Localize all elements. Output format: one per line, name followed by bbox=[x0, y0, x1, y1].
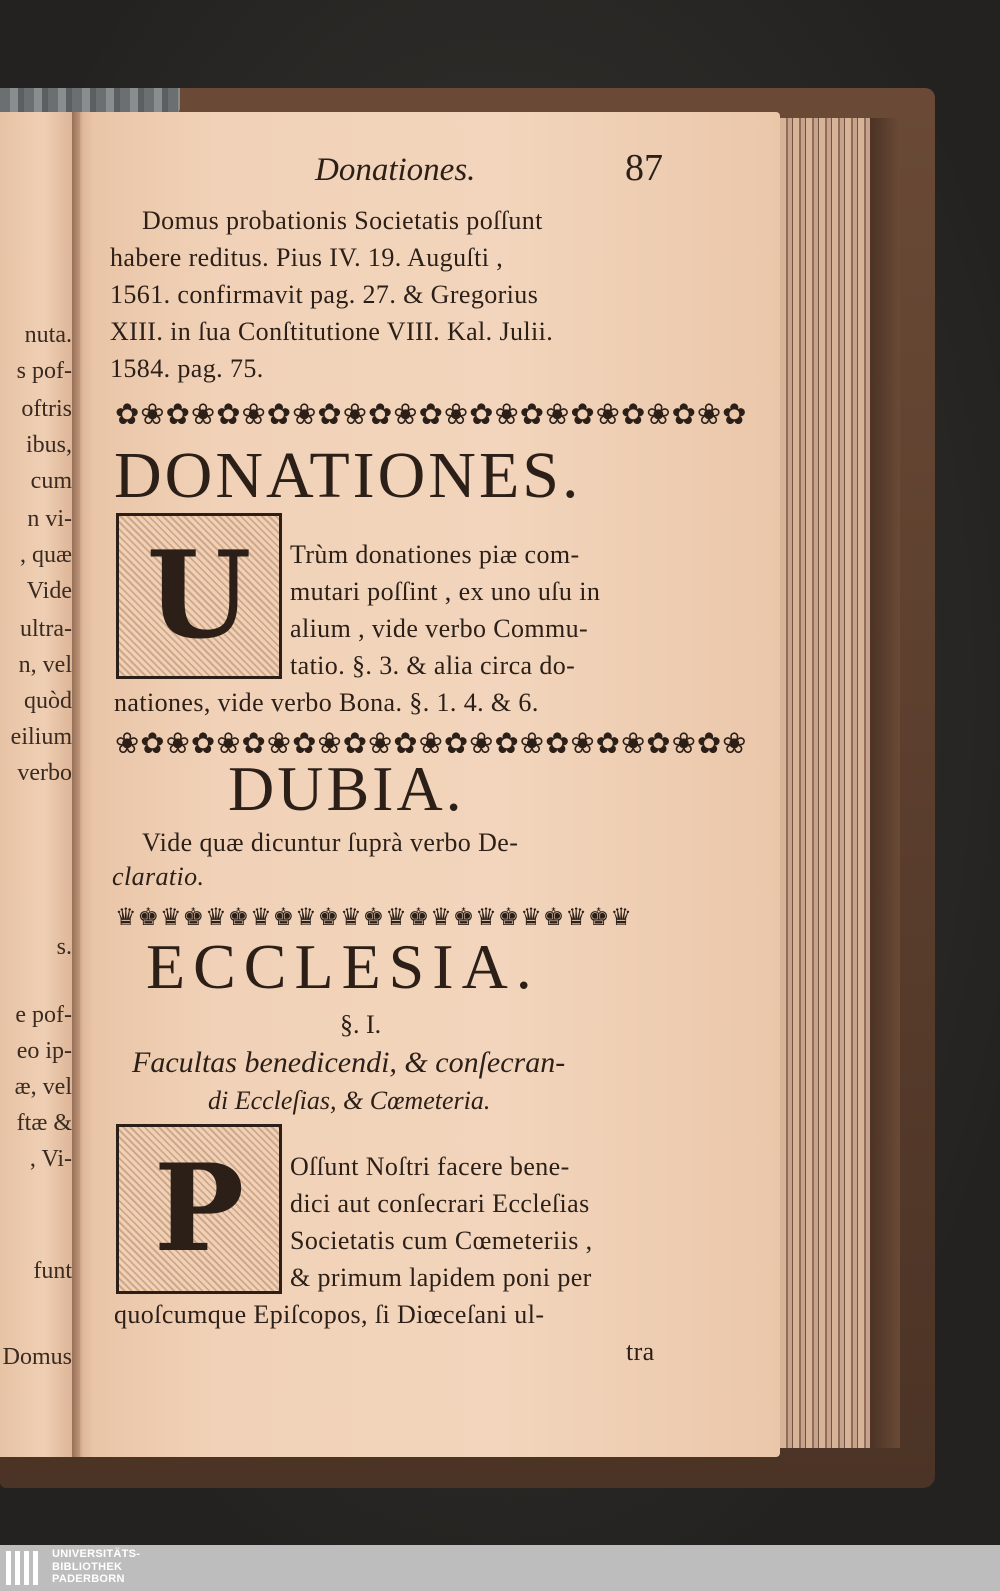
paragraph-mark: §. I. bbox=[340, 1010, 382, 1039]
intro-line: 1584. pag. 75. bbox=[110, 354, 264, 383]
left-fragment: , quæ bbox=[19, 542, 72, 568]
page-number: 87 bbox=[625, 147, 663, 189]
running-head: Donationes. bbox=[315, 152, 476, 188]
ecclesia-subtitle: Facultas benedicendi, & conſecran- bbox=[132, 1046, 566, 1079]
ornament-band: ❀✿❀✿❀✿❀✿❀✿❀✿❀✿❀✿❀✿❀✿❀✿❀✿❀ bbox=[115, 728, 748, 760]
section-heading-donationes: DONATIONES. bbox=[114, 439, 582, 512]
section-heading-dubia: DUBIA. bbox=[228, 753, 465, 824]
donationes-line: tatio. §. 3. & alia circa do- bbox=[290, 651, 576, 680]
left-fragment: s. bbox=[56, 934, 72, 960]
dubia-line: Vide quæ dicuntur ſuprà verbo De- bbox=[142, 828, 519, 857]
left-page bbox=[0, 112, 80, 1457]
ecclesia-line: tra bbox=[626, 1337, 655, 1366]
gutter-shadow bbox=[72, 112, 94, 1457]
page-edges bbox=[780, 118, 880, 1448]
left-fragment: eo ip- bbox=[16, 1038, 72, 1064]
ecclesia-line: & primum lapidem poni per bbox=[290, 1263, 592, 1292]
donationes-line: mutari poſſint , ex uno uſu in bbox=[290, 577, 601, 606]
footer-bar bbox=[0, 1545, 1000, 1591]
section-heading-ecclesia: ECCLESIA. bbox=[146, 931, 540, 1002]
cover-edge bbox=[870, 118, 900, 1448]
left-fragment: , Vi- bbox=[29, 1146, 72, 1172]
book-headband bbox=[0, 88, 180, 114]
intro-line: Domus probationis Societatis poſſunt bbox=[142, 206, 543, 235]
initial-letter: P bbox=[153, 1138, 245, 1279]
left-fragment: Domus bbox=[2, 1344, 72, 1370]
dubia-line: claratio. bbox=[112, 862, 205, 891]
ecclesia-line: quoſcumque Epiſcopos, ſi Diœceſani ul- bbox=[114, 1300, 545, 1329]
initial-letter: U bbox=[146, 525, 252, 666]
ecclesia-line: dici aut conſecrari Eccleſias bbox=[290, 1189, 590, 1218]
ecclesia-line: Societatis cum Cœmeteriis , bbox=[290, 1226, 593, 1255]
left-fragment: ftæ & bbox=[16, 1110, 72, 1136]
left-fragment: ultra- bbox=[20, 616, 72, 642]
ornament-band: ♛♚♛♚♛♚♛♚♛♚♛♚♛♚♛♚♛♚♛♚♛♚♛ bbox=[115, 905, 633, 931]
ecclesia-subtitle: di Eccleſias, & Cœmeteria. bbox=[208, 1086, 491, 1115]
left-fragment: s pof- bbox=[16, 358, 72, 384]
library-logo-text bbox=[52, 1548, 140, 1586]
intro-line: 1561. confirmavit pag. 27. & Gregorius bbox=[110, 280, 539, 309]
left-fragment: quòd bbox=[24, 688, 72, 714]
library-logo-icon bbox=[6, 1551, 46, 1585]
donationes-line: nationes, vide verbo Bona. §. 1. 4. & 6. bbox=[114, 688, 539, 717]
ecclesia-line: Oſſunt Noſtri facere bene- bbox=[290, 1152, 570, 1181]
intro-line: habere reditus. Pius IV. 19. Auguſti , bbox=[110, 243, 504, 272]
left-fragment: nuta. bbox=[24, 322, 72, 348]
left-fragment: n, vel bbox=[18, 652, 72, 678]
left-fragment: n vi- bbox=[27, 506, 72, 532]
logo-line: BIBLIOTHEK bbox=[52, 1560, 123, 1573]
left-fragment: Vide bbox=[26, 578, 72, 604]
intro-line: XIII. in ſua Conſtitutione VIII. Kal. Julii. bbox=[110, 317, 554, 346]
logo-line: PADERBORN bbox=[52, 1573, 125, 1585]
donationes-line: alium , vide verbo Commu- bbox=[290, 614, 589, 643]
left-fragment: cum bbox=[30, 468, 72, 494]
left-fragment: æ, vel bbox=[14, 1074, 72, 1100]
ornament-band: ✿❀✿❀✿❀✿❀✿❀✿❀✿❀✿❀✿❀✿❀✿❀✿❀✿ bbox=[115, 399, 748, 431]
decorated-initial-p bbox=[116, 1124, 282, 1294]
logo-line: UNIVERSITÄTS- bbox=[52, 1548, 141, 1560]
donationes-line: Trùm donationes piæ com- bbox=[290, 540, 580, 569]
left-fragment: ibus, bbox=[25, 432, 72, 458]
left-fragment: funt bbox=[33, 1258, 72, 1284]
left-fragment: eilium bbox=[10, 724, 72, 750]
left-fragment: verbo bbox=[17, 760, 72, 786]
decorated-initial-u bbox=[116, 513, 282, 679]
left-fragment: e pof- bbox=[15, 1002, 72, 1028]
left-fragment: oftris bbox=[21, 396, 72, 422]
